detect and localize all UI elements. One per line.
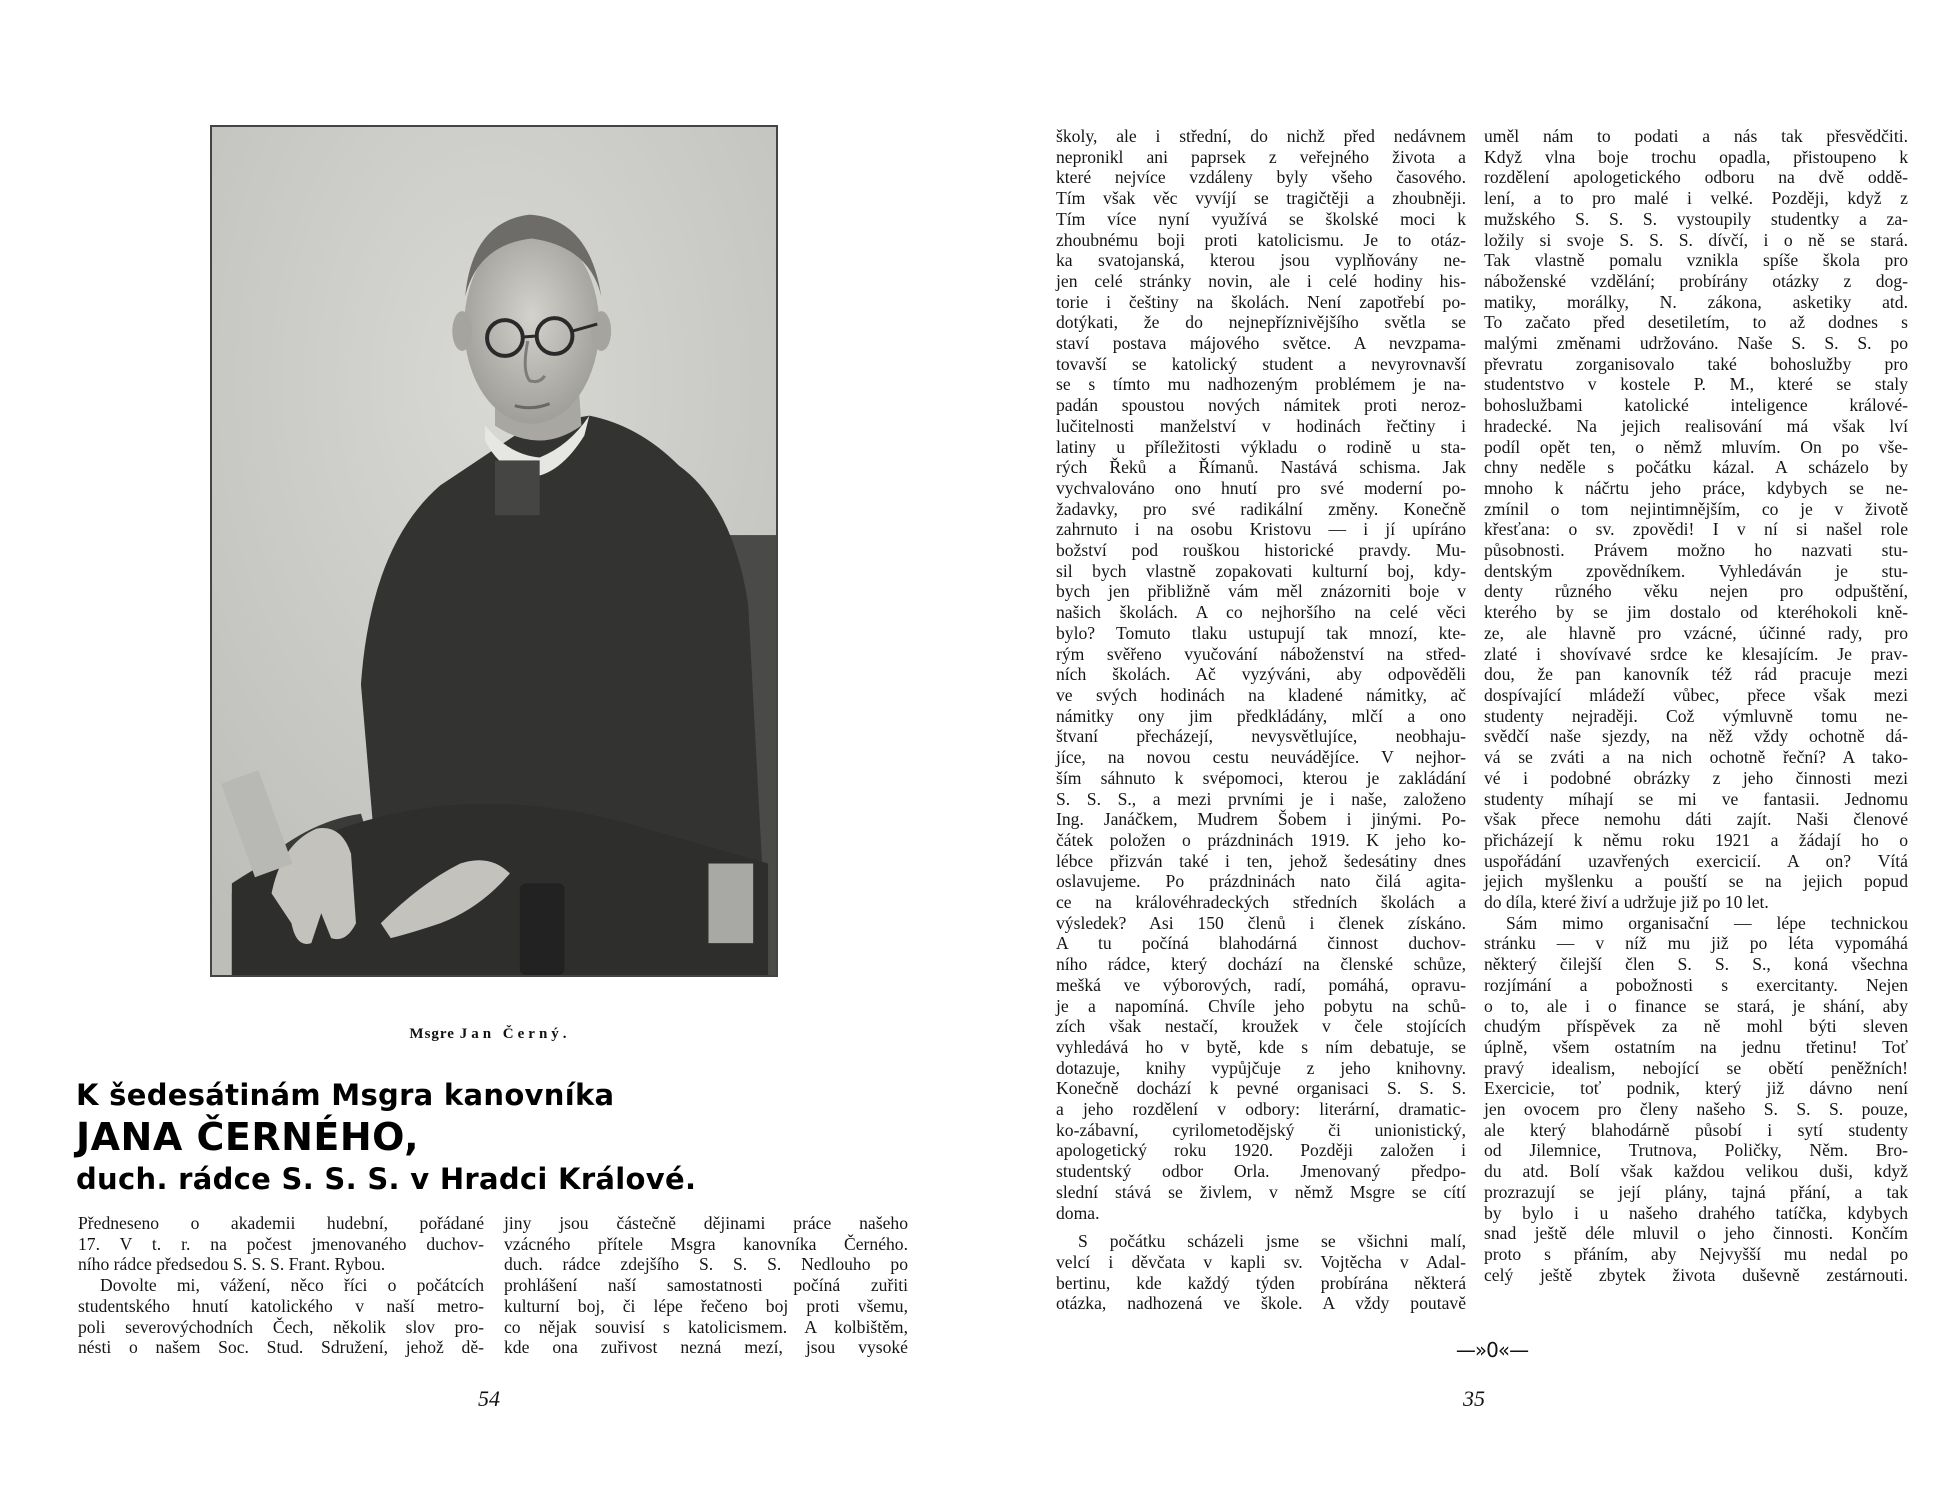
text-line: apologetický roku 1920. Později založen i — [1056, 1140, 1466, 1161]
text-line: uměl nám to podati a nás tak přesvědčiti. — [1484, 126, 1908, 146]
text-line: lení, a to pro malé i velké. Později, když z — [1484, 188, 1908, 209]
text-line: vé i podobné obrázky z jeho činnosti mezi — [1484, 767, 1908, 788]
text-line: mešká ve výborových, radí, pomáhá, opravu- — [1056, 974, 1466, 995]
text-line: A tu počíná blahodárná činnost duchov- — [1056, 933, 1466, 954]
text-line: bylo? Tomuto tlaku ustupují tak mnozí, kte- — [1056, 622, 1466, 643]
text-line: výsledek? Asi 150 členů i členek získáno. — [1056, 912, 1466, 933]
text-line: od Jilemnice, Trutnova, Poličky, Něm. Bro- — [1484, 1140, 1908, 1161]
text-line: převratu zorganisovalo také bohoslužby pro — [1484, 353, 1908, 374]
text-line: sil bych vlastně zopakovati kulturní boj, kdy- — [1056, 560, 1466, 581]
text-line: S. S. S., a mezi prvními je i naše, založeno — [1056, 788, 1466, 809]
text-line: je a napomíná. Chvíle jeho pobytu na schů- — [1056, 995, 1466, 1016]
paragraph-gap — [1056, 1223, 1466, 1231]
text-line: Ing. Janáčkem, Mudrem Šobem i jinými. Po- — [1056, 809, 1466, 830]
text-line: vychvalováno ono hnutí pro své moderní po- — [1056, 477, 1466, 498]
text-line: Tím však věc vyvíjí se tragičtěji a zhoubněji. — [1056, 188, 1466, 209]
text-line: bohoslužbami katolické inteligence králové- — [1484, 395, 1908, 416]
text-line: mnoho k náčrtu jeho práce, kdybych se ne- — [1484, 477, 1908, 498]
text-line: studentský odbor Orla. Jmenovaný předpo- — [1056, 1161, 1466, 1182]
text-line: které nejvíce vzdáleny byly všeho časového. — [1056, 167, 1466, 188]
text-line: Konečně dochází k pevné organisaci S. S. S. — [1056, 1078, 1466, 1099]
text-line: svědčí naše sjezdy, na něž vždy ochotně dá- — [1484, 726, 1908, 747]
text-line: zích však nestačí, kroužek v čele stojících — [1056, 1016, 1466, 1037]
text-line: rozdělení apologetického odboru na dvě oddě- — [1484, 167, 1908, 188]
text-line: Tím více nyní využívá se školské moci k — [1056, 208, 1466, 229]
text-line: duch. rádce zdejšího S. S. S. Nedlouho po — [504, 1254, 908, 1275]
text-line: mužského S. S. S. vystoupily studentky a za- — [1484, 208, 1908, 229]
text-line: hradecké. Na jejich realisování má však lví — [1484, 415, 1908, 436]
text-line: božství pod rouškou historické pravdy. Mu- — [1056, 540, 1466, 561]
text-line: studentského hnutí katolického v naší metro- — [78, 1295, 484, 1316]
text-line: dou, že pan kanovník též rád pracuje mezi — [1484, 664, 1908, 685]
text-line: pravý idealism, nebojící se obětí peněžních! — [1484, 1057, 1908, 1078]
text-line: náboženské vzdělání; probírány otázky z dog- — [1484, 270, 1908, 291]
text-line: zhoubnému boji proti katolicismu. Je to otáz- — [1056, 229, 1466, 250]
text-line: ce na královéhradeckých středních školách a — [1056, 892, 1466, 913]
text-line: S počátku scházeli jsme se všichni malí, — [1078, 1231, 1466, 1252]
text-line: zahrnuto i na osobu Kristovu — i jí upíráno — [1056, 519, 1466, 540]
text-line: studenty míhají se mi ve fantasii. Jednomu — [1484, 788, 1908, 809]
text-line: o to, ale i o finance se stará, je shání, aby — [1484, 995, 1908, 1016]
portrait-photo — [210, 125, 778, 977]
left-page-column-1 — [78, 1213, 484, 1358]
text-line: torie i češtiny na školách. Není zapotřebí po- — [1056, 291, 1466, 312]
text-line: vyhledává ho v bytě, kde s ním debatuje, se — [1056, 1036, 1466, 1057]
text-line: některý čilejší člen S. S. S., koná všechna — [1484, 954, 1908, 975]
text-line: přicházejí k němu roku 1921 a žádají ho o — [1484, 829, 1908, 850]
text-line: křesťana: o sv. zpovědi! I v ní si našel role — [1484, 519, 1908, 540]
text-line: slední stává se živlem, v němž Msgre se cítí — [1056, 1181, 1466, 1202]
text-line: bertinu, kde každý týden probírána některá — [1056, 1272, 1466, 1293]
text-line: dospívající mládeží vůbec, přece však mezi — [1484, 684, 1908, 705]
text-line: proto s přáním, aby Nejvyšší mu nedal po — [1484, 1243, 1908, 1264]
text-line: snad ještě déle mluvil o jeho činnosti. Končím — [1484, 1223, 1908, 1244]
text-line: však přece nemohu dáti zajít. Naši členové — [1484, 809, 1908, 830]
text-line: otázka, nadhozená ve škole. A vždy poutavě — [1056, 1293, 1466, 1314]
text-line: velcí i děvčata v kapli sv. Vojtěcha v Adal- — [1056, 1251, 1466, 1272]
text-line: Tak vlastně pomalu vznikla spíše škola pro — [1484, 250, 1908, 271]
text-line: co nějak souvisí s katolicismem. A kolbištěm, — [504, 1316, 908, 1337]
end-ornament: —»0«— — [1455, 1338, 1529, 1362]
text-line: ším sáhnuto k svépomoci, kterou je zakládání — [1056, 767, 1466, 788]
text-line: To začato před desetiletím, to až dodnes s — [1484, 312, 1908, 333]
text-line: dentským zpovědníkem. Vyhledáván je stu- — [1484, 560, 1908, 581]
text-line: latiny u příležitosti výkladu o rodině u sta- — [1056, 436, 1466, 457]
text-line: jiny jsou částečně dějinami práce našeho — [504, 1213, 908, 1233]
text-line: jen ovocem pro členy našeho S. S. S. pouze, — [1484, 1099, 1908, 1120]
text-line: jejich myšlenku a pouští se na jejich popud — [1484, 871, 1908, 892]
text-line: ve svých hodinách na kladené námitky, ač — [1056, 684, 1466, 705]
page-number-left: 54 — [478, 1386, 500, 1411]
text-line: Exercicie, toť podnik, který již dávno není — [1484, 1078, 1908, 1099]
text-line: studentstvo v kostele P. M., které se staly — [1484, 374, 1908, 395]
text-line: ko-zábavní, cyrilometodějský či unionistický, — [1056, 1119, 1466, 1140]
text-line: dotýkati, že do nejnepříznivějšího světla se — [1056, 312, 1466, 333]
text-line: Předneseno o akademii hudební, pořádané — [78, 1213, 484, 1233]
text-line: nésti o našem Soc. Stud. Sdružení, jehož dě- — [78, 1337, 484, 1358]
text-line: studenty nejraději. Což výmluvně tomu ne- — [1484, 705, 1908, 726]
text-line: ložily si svoje S. S. S. dívčí, i o ně se stará. — [1484, 229, 1908, 250]
right-page-column-2 — [1484, 126, 1908, 1285]
text-line: staví postava májového světce. A nevzpama- — [1056, 333, 1466, 354]
text-line: by bylo i u našeho drahého tatíčka, kdybych — [1484, 1202, 1908, 1223]
text-line: vzácného přítele Msgra kanovníka Černého. — [504, 1233, 908, 1254]
text-line: doma. — [1056, 1202, 1100, 1223]
text-line: dotazuje, knihy vypůjčuje z jeho knihovny. — [1056, 1057, 1466, 1078]
text-line: kterého by se jim dostalo od kteréhokoli kně- — [1484, 602, 1908, 623]
text-line: ka svatojanská, kterou jsou vyplňovány ne- — [1056, 250, 1466, 271]
text-line: ních školách. Ač vyzýváni, aby odpověděli — [1056, 664, 1466, 685]
caption-name: Jan Černý. — [459, 1026, 571, 1042]
text-line: kde ona zuřivost nezná mezí, jsou vysoké — [504, 1337, 908, 1358]
text-line: bych jen přibližně vám měl znázorniti boje v — [1056, 581, 1466, 602]
text-line: Dovolte mi, vážení, něco říci o počátcích — [100, 1275, 484, 1296]
text-line: podíl opět ten, o němž mluvím. On po vše- — [1484, 436, 1908, 457]
text-line: ního rádce předsedou S. S. S. Frant. Rybou. — [78, 1254, 386, 1275]
text-line: školy, ale i střední, do nichž před nedávnem — [1056, 126, 1466, 146]
text-line: chny neděle s počátku kázal. A scházelo by — [1484, 457, 1908, 478]
priest-portrait-image — [212, 127, 776, 975]
text-line: našich školách. A co nejhoršího na celé věci — [1056, 602, 1466, 623]
text-line: matiky, morálky, N. zákona, asketiky atd. — [1484, 291, 1908, 312]
article-headline — [76, 1075, 936, 1199]
text-line: denty různého věku nejen pro odpuštění, — [1484, 581, 1908, 602]
text-line: chudým příspěvek za ně mohl býti sleven — [1484, 1016, 1908, 1037]
text-line: nepronikl ani paprsek z veřejného života a — [1056, 146, 1466, 167]
text-line: žadavky, pro své radikální změny. Konečně — [1056, 498, 1466, 519]
text-line: poli severovýchodních Čech, několik slov pro- — [78, 1316, 484, 1337]
right-page-column-1 — [1056, 126, 1466, 1314]
text-line: lučitelnosti manželství v hodinách řečtiny i — [1056, 415, 1466, 436]
text-line: působnosti. Právem možno ho nazvati stu- — [1484, 540, 1908, 561]
text-line: ního rádce, který dochází na členské schůze, — [1056, 954, 1466, 975]
text-line: rozjímání a pobožnosti s exercitanty. Nejen — [1484, 974, 1908, 995]
text-line: uspořádání uzavřených exercicií. A on? Vítá — [1484, 850, 1908, 871]
text-line: tovavší se katolický student a nevyrovnavší — [1056, 353, 1466, 374]
text-line: se s tímto mu nadhozeným problémem je na- — [1056, 374, 1466, 395]
text-line: padán spoustou nových námitek proti neroz- — [1056, 395, 1466, 416]
text-line: a jeho rozdělení v odbory: literární, dramatic- — [1056, 1099, 1466, 1120]
text-line: ze, ale hlavně pro vzácné, účinné rady, pro — [1484, 622, 1908, 643]
text-line: 17. V t. r. na počest jmenovaného duchov- — [78, 1233, 484, 1254]
headline-line-2: JANA ČERNÉHO, — [76, 1115, 420, 1159]
text-line: štvaní přecházejí, nevysvětlujíce, neobhaju- — [1056, 726, 1466, 747]
text-line: jíce, na novou cestu neuvádějíce. V nejhor- — [1056, 747, 1466, 768]
text-line: do díla, které živí a udržuje již po 10 let. — [1484, 892, 1769, 913]
headline-line-1: K šedesátinám Msgra kanovníka — [76, 1078, 615, 1112]
text-line: zmínil o tom nejintimnějším, co je v životě — [1484, 498, 1908, 519]
text-line: oslavujeme. Po prázdninách nato čilá agita- — [1056, 871, 1466, 892]
text-line: vá se zváti a na nich ochotně řeční? A tako- — [1484, 747, 1908, 768]
text-line: úplně, všem ostatním na jednu třetinu! Toť — [1484, 1036, 1908, 1057]
text-line: malými změnami udržováno. Naše S. S. S. po — [1484, 333, 1908, 354]
text-line: námitky ony jim předkládány, mlčí a ono — [1056, 705, 1466, 726]
text-line: celý ještě zbytek života duševně zestárnouti. — [1484, 1264, 1908, 1285]
text-line: stránku — v níž mu již po léta vypomáhá — [1484, 933, 1908, 954]
text-line: Sám mimo organisační — lépe technickou — [1506, 912, 1908, 933]
caption-prefix: Msgre — [409, 1026, 455, 1042]
text-line: rým svěřeno vyučování náboženství na střed- — [1056, 643, 1466, 664]
text-line: ale který blahodárně působí i sytí studenty — [1484, 1119, 1908, 1140]
text-line: čátek položen o prázdninách 1919. K jeho ko- — [1056, 829, 1466, 850]
text-line: Když vlna boje trochu opadla, přistoupeno k — [1484, 146, 1908, 167]
page-number-right: 35 — [1463, 1386, 1485, 1411]
text-line: lébce přizván také i ten, jehož šedesátiny dnes — [1056, 850, 1466, 871]
text-line: prohlášení naší samostatnosti počíná zuřiti — [504, 1275, 908, 1296]
text-line: zlaté i shovívavé srdce ke klesajícím. Je prav- — [1484, 643, 1908, 664]
text-line: du atd. Bolí však každou velikou duši, když — [1484, 1161, 1908, 1182]
left-page-column-2 — [504, 1213, 908, 1358]
text-line: prozrazují se její plány, tajná přání, a tak — [1484, 1181, 1908, 1202]
text-line: rých Řeků a Římanů. Nastává schisma. Jak — [1056, 457, 1466, 478]
photo-caption — [0, 1026, 980, 1043]
text-line: jen celé stránky novin, ale i celé hodiny his- — [1056, 270, 1466, 291]
headline-line-3: duch. rádce S. S. S. v Hradci Králové. — [76, 1162, 697, 1196]
text-line: kulturní boj, či lépe řečeno boj proti všemu, — [504, 1295, 908, 1316]
